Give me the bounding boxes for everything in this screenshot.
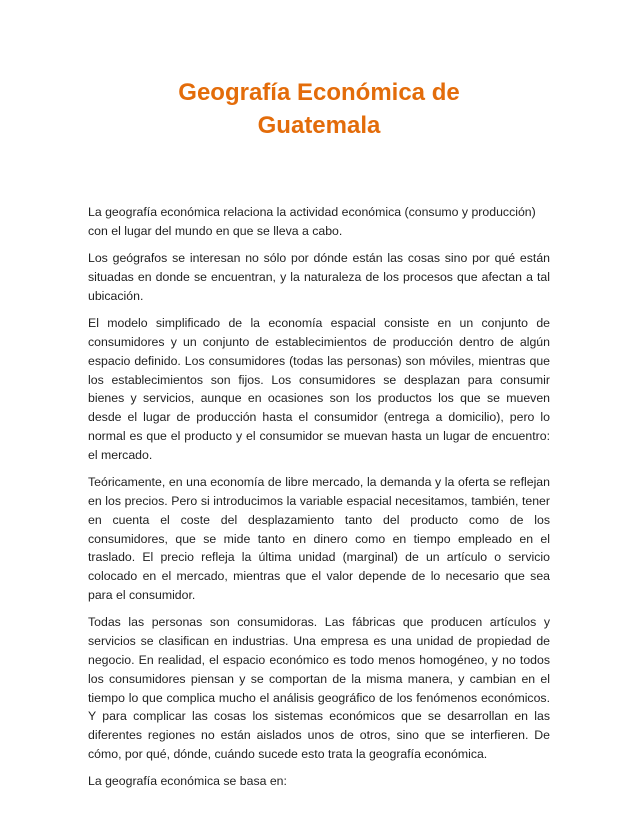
document-title bbox=[88, 76, 550, 142]
paragraph-4: Teóricamente, en una economía de libre mercado, la demanda y la oferta se reflejan en los precios. Pero si introducimos la variable espacial necesitamos, también, tener en cuenta el coste del desplazamiento tanto del producto como de los consumidores, que se mide tanto en dinero como en tiempo empleado en el traslado. El precio refleja la última unidad (marginal) de un artículo o servicio colocado en el mercado, mientras que el valor depende de lo necesario que sea para el consumidor. bbox=[88, 475, 550, 602]
paragraph-6: La geografía económica se basa en: bbox=[88, 774, 287, 789]
paragraph-3: El modelo simplificado de la economía espacial consiste en un conjunto de consumidores y un conjunto de establecimientos de producción dentro de algún espacio definido. Los consumidores (todas las personas) son móviles, mientras que los establecimientos son fijos. Los consumidores se desplazan para consumir bienes y servicios, aunque en ocasiones son los productos los que se mueven desde el lugar de producción hasta el consumidor (entrega a domicilio), pero lo normal es que el producto y el consumidor se muevan hasta un lugar de encuentro: el mercado. bbox=[88, 316, 550, 462]
title-line-1: Geografía Económica de bbox=[178, 79, 460, 106]
paragraph-2: Los geógrafos se interesan no sólo por dónde están las cosas sino por qué están situadas en donde se encuentran, y la naturaleza de los procesos que afectan a tal ubicación. bbox=[88, 251, 550, 303]
paragraph-5: Todas las personas son consumidoras. Las fábricas que producen artículos y servicios se clasifican en industrias. Una empresa es una unidad de propiedad de negocio. En realidad, el espacio económico es todo menos homogéneo, y no todos los consumidores piensan y se comportan de la misma manera, y cambian en el tiempo lo que complica mucho el análisis geográfico de los fenómenos económicos. Y para complicar las cosas los sistemas económicos que se desarrollan en las diferentes regiones no están aislados unos de otros, sino que se interfieren. De cómo, por qué, dónde, cuándo sucede esto trata la geografía económica. bbox=[88, 615, 550, 761]
title-line-2: Guatemala bbox=[257, 112, 381, 139]
document-body bbox=[88, 203, 550, 800]
paragraph-1: La geografía económica relaciona la actividad económica (consumo y producción) con el lugar del mundo en que se lleva a cabo. bbox=[88, 205, 536, 238]
